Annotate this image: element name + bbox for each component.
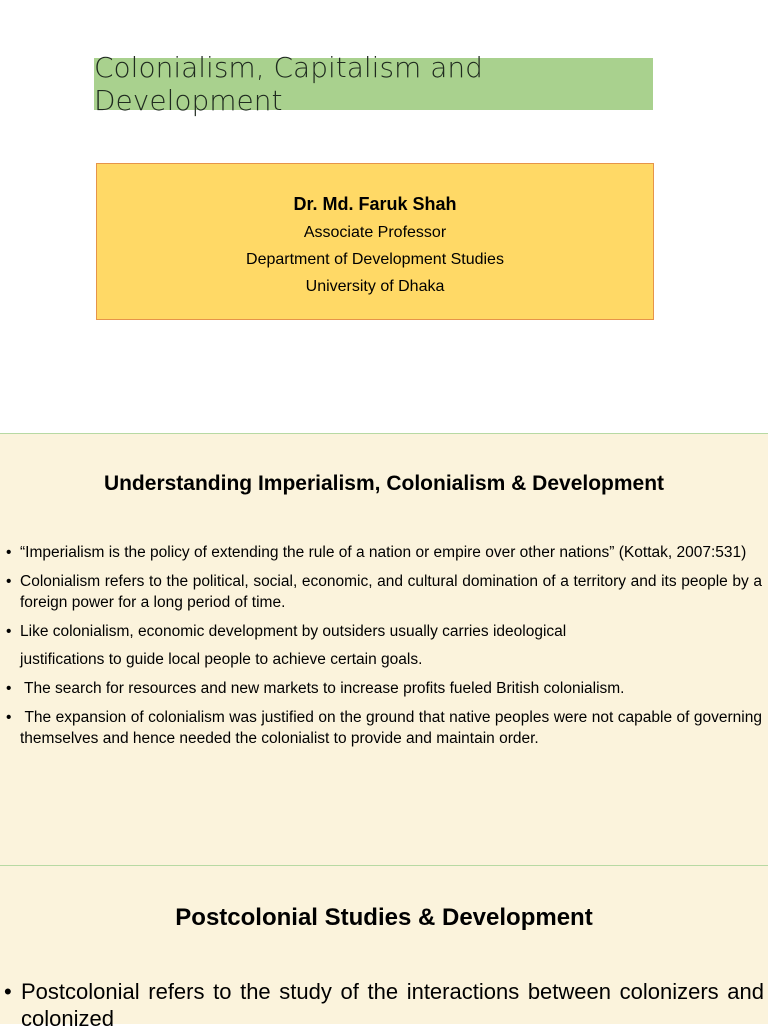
presentation-title: Colonialism, Capitalism and Development bbox=[94, 58, 653, 110]
title-slide bbox=[0, 0, 768, 432]
author-info-box bbox=[96, 163, 654, 320]
bullet-continuation: justifications to guide local people to achieve certain goals. bbox=[20, 651, 423, 668]
bullet-text: The search for resources and new markets to increase profits fueled British colonialism. bbox=[20, 680, 625, 697]
content-slide-imperialism bbox=[0, 433, 768, 866]
slide-heading: Understanding Imperialism, Colonialism & Development bbox=[103, 472, 665, 495]
list-item bbox=[6, 571, 762, 613]
bullet-icon: • bbox=[6, 544, 12, 561]
list-item bbox=[6, 707, 767, 749]
bullet-text: Like colonialism, economic development by outsiders usually carries ideological bbox=[20, 623, 567, 640]
slide-heading: Postcolonial Studies & Development bbox=[175, 904, 593, 931]
bullet-icon: • bbox=[6, 709, 12, 726]
bullet-icon: • bbox=[6, 573, 12, 590]
author-name: Dr. Md. Faruk Shah bbox=[293, 194, 457, 214]
bullet-icon: • bbox=[6, 623, 12, 640]
bullet-text: The expansion of colonialism was justified on the ground that native peoples were not capable of governing themselves and hence needed the colonialist to provide and maintain order. bbox=[20, 709, 767, 747]
bullet-icon: • bbox=[6, 680, 12, 697]
bullet-text: Postcolonial refers to the study of the interactions between colonizers and colonized bbox=[21, 979, 764, 1031]
author-department: Department of Development Studies bbox=[246, 251, 504, 268]
bullet-text: “Imperialism is the policy of extending the rule of a nation or empire over other nations” (Kottak, 2007:531) bbox=[20, 544, 747, 561]
bullet-text: Colonialism refers to the political, social, economic, and cultural domination of a territory and its people by a foreign power for a long period of time. bbox=[20, 573, 762, 611]
list-item bbox=[6, 621, 762, 642]
content-slide-postcolonial bbox=[0, 866, 768, 1031]
author-position: Associate Professor bbox=[303, 224, 447, 241]
author-university: University of Dhaka bbox=[305, 278, 445, 295]
bullet-list bbox=[6, 542, 767, 757]
list-item bbox=[6, 542, 762, 563]
bullet-icon: • bbox=[4, 979, 12, 1004]
list-item bbox=[6, 678, 762, 699]
